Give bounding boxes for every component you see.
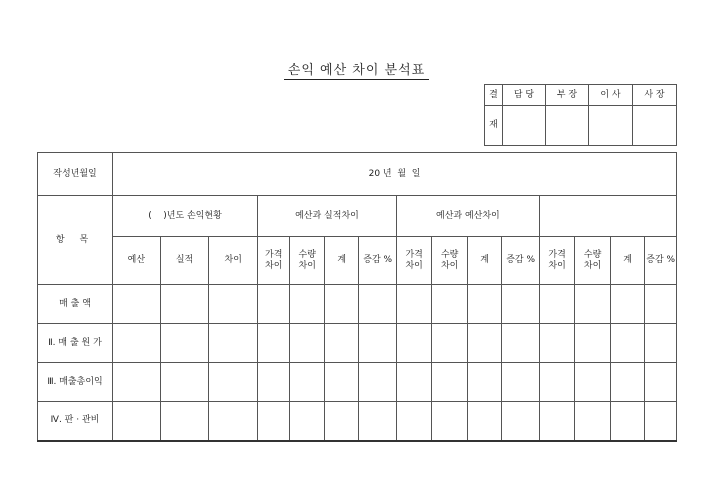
cell[interactable] — [359, 402, 397, 441]
cell[interactable] — [324, 402, 358, 441]
cell[interactable] — [258, 402, 290, 441]
approval-sign-director[interactable] — [589, 106, 633, 146]
cell[interactable] — [575, 285, 610, 324]
col-actual: 실적 — [160, 237, 209, 285]
table-row — [38, 324, 677, 363]
approval-sign-president[interactable] — [633, 106, 677, 146]
approval-role-director: 이 사 — [589, 85, 633, 106]
cell[interactable] — [359, 285, 397, 324]
analysis-table — [37, 152, 677, 442]
approval-label-top: 결 — [485, 85, 503, 106]
col-pct: 증감 % — [502, 237, 540, 285]
cell[interactable] — [160, 285, 209, 324]
col-budget: 예산 — [113, 237, 161, 285]
cell[interactable] — [432, 285, 467, 324]
col-sum: 계 — [467, 237, 501, 285]
row-label-gross-profit: Ⅲ. 매출총이익 — [38, 363, 113, 402]
row-label-sales: 매 출 액 — [38, 285, 113, 324]
cell[interactable] — [610, 324, 644, 363]
row-label-sga: Ⅳ. 판 · 관비 — [38, 402, 113, 441]
approval-label-bottom: 재 — [485, 106, 503, 146]
cell[interactable] — [432, 363, 467, 402]
date-value[interactable]: 20 년 월 일 — [113, 153, 677, 196]
cell[interactable] — [160, 324, 209, 363]
cell[interactable] — [324, 363, 358, 402]
cell[interactable] — [290, 324, 324, 363]
col-difference: 차이 — [209, 237, 258, 285]
group2-header: 예산과 실적차이 — [258, 196, 397, 237]
cell[interactable] — [359, 324, 397, 363]
cell[interactable] — [113, 363, 161, 402]
cell[interactable] — [575, 363, 610, 402]
table-row — [38, 402, 677, 441]
cell[interactable] — [610, 285, 644, 324]
table-row — [38, 363, 677, 402]
item-header: 항 목 — [38, 196, 113, 285]
cell[interactable] — [396, 402, 431, 441]
cell[interactable] — [324, 324, 358, 363]
cell[interactable] — [396, 324, 431, 363]
cell[interactable] — [258, 324, 290, 363]
col-qty-diff: 수량 차이 — [575, 237, 610, 285]
cell[interactable] — [209, 324, 258, 363]
approval-sign-manager[interactable] — [503, 106, 546, 146]
cell[interactable] — [539, 285, 574, 324]
cell[interactable] — [575, 402, 610, 441]
cell[interactable] — [324, 285, 358, 324]
col-price-diff: 가격 차이 — [258, 237, 290, 285]
cell[interactable] — [502, 285, 540, 324]
cell[interactable] — [290, 363, 324, 402]
col-pct: 증감 % — [359, 237, 397, 285]
cell[interactable] — [610, 402, 644, 441]
cell[interactable] — [645, 402, 677, 441]
cell[interactable] — [113, 324, 161, 363]
cell[interactable] — [575, 324, 610, 363]
cell[interactable] — [645, 285, 677, 324]
cell[interactable] — [539, 324, 574, 363]
col-price-diff: 가격 차이 — [396, 237, 431, 285]
approval-box — [484, 84, 677, 146]
approval-sign-dept-head[interactable] — [546, 106, 589, 146]
cell[interactable] — [610, 363, 644, 402]
col-pct: 증감 % — [645, 237, 677, 285]
col-sum: 계 — [324, 237, 358, 285]
cell[interactable] — [113, 285, 161, 324]
cell[interactable] — [539, 402, 574, 441]
cell[interactable] — [209, 402, 258, 441]
cell[interactable] — [467, 402, 501, 441]
col-price-diff: 가격 차이 — [539, 237, 574, 285]
date-label: 작성년월일 — [38, 153, 113, 196]
cell[interactable] — [432, 324, 467, 363]
page-title-text: 손익 예산 차이 분석표 — [284, 63, 429, 80]
cell[interactable] — [359, 363, 397, 402]
cell[interactable] — [432, 402, 467, 441]
cell[interactable] — [502, 363, 540, 402]
cell[interactable] — [467, 363, 501, 402]
cell[interactable] — [467, 324, 501, 363]
cell[interactable] — [502, 324, 540, 363]
cell[interactable] — [290, 402, 324, 441]
cell[interactable] — [502, 402, 540, 441]
cell[interactable] — [258, 285, 290, 324]
cell[interactable] — [645, 324, 677, 363]
approval-role-dept-head: 부 장 — [546, 85, 589, 106]
cell[interactable] — [645, 363, 677, 402]
cell[interactable] — [160, 402, 209, 441]
cell[interactable] — [396, 363, 431, 402]
approval-role-manager: 담 당 — [503, 85, 546, 106]
cell[interactable] — [113, 402, 161, 441]
cell[interactable] — [539, 363, 574, 402]
col-qty-diff: 수량 차이 — [290, 237, 324, 285]
row-label-cogs: Ⅱ. 매 출 원 가 — [38, 324, 113, 363]
page-title — [0, 59, 713, 78]
cell[interactable] — [209, 363, 258, 402]
table-row — [38, 285, 677, 324]
approval-role-president: 사 장 — [633, 85, 677, 106]
group1-header: ( )년도 손익현황 — [113, 196, 258, 237]
cell[interactable] — [396, 285, 431, 324]
group3-header: 예산과 예산차이 — [396, 196, 539, 237]
cell[interactable] — [258, 363, 290, 402]
cell[interactable] — [209, 285, 258, 324]
cell[interactable] — [290, 285, 324, 324]
col-sum: 계 — [610, 237, 644, 285]
col-qty-diff: 수량 차이 — [432, 237, 467, 285]
group4-header — [539, 196, 676, 237]
cell[interactable] — [467, 285, 501, 324]
cell[interactable] — [160, 363, 209, 402]
